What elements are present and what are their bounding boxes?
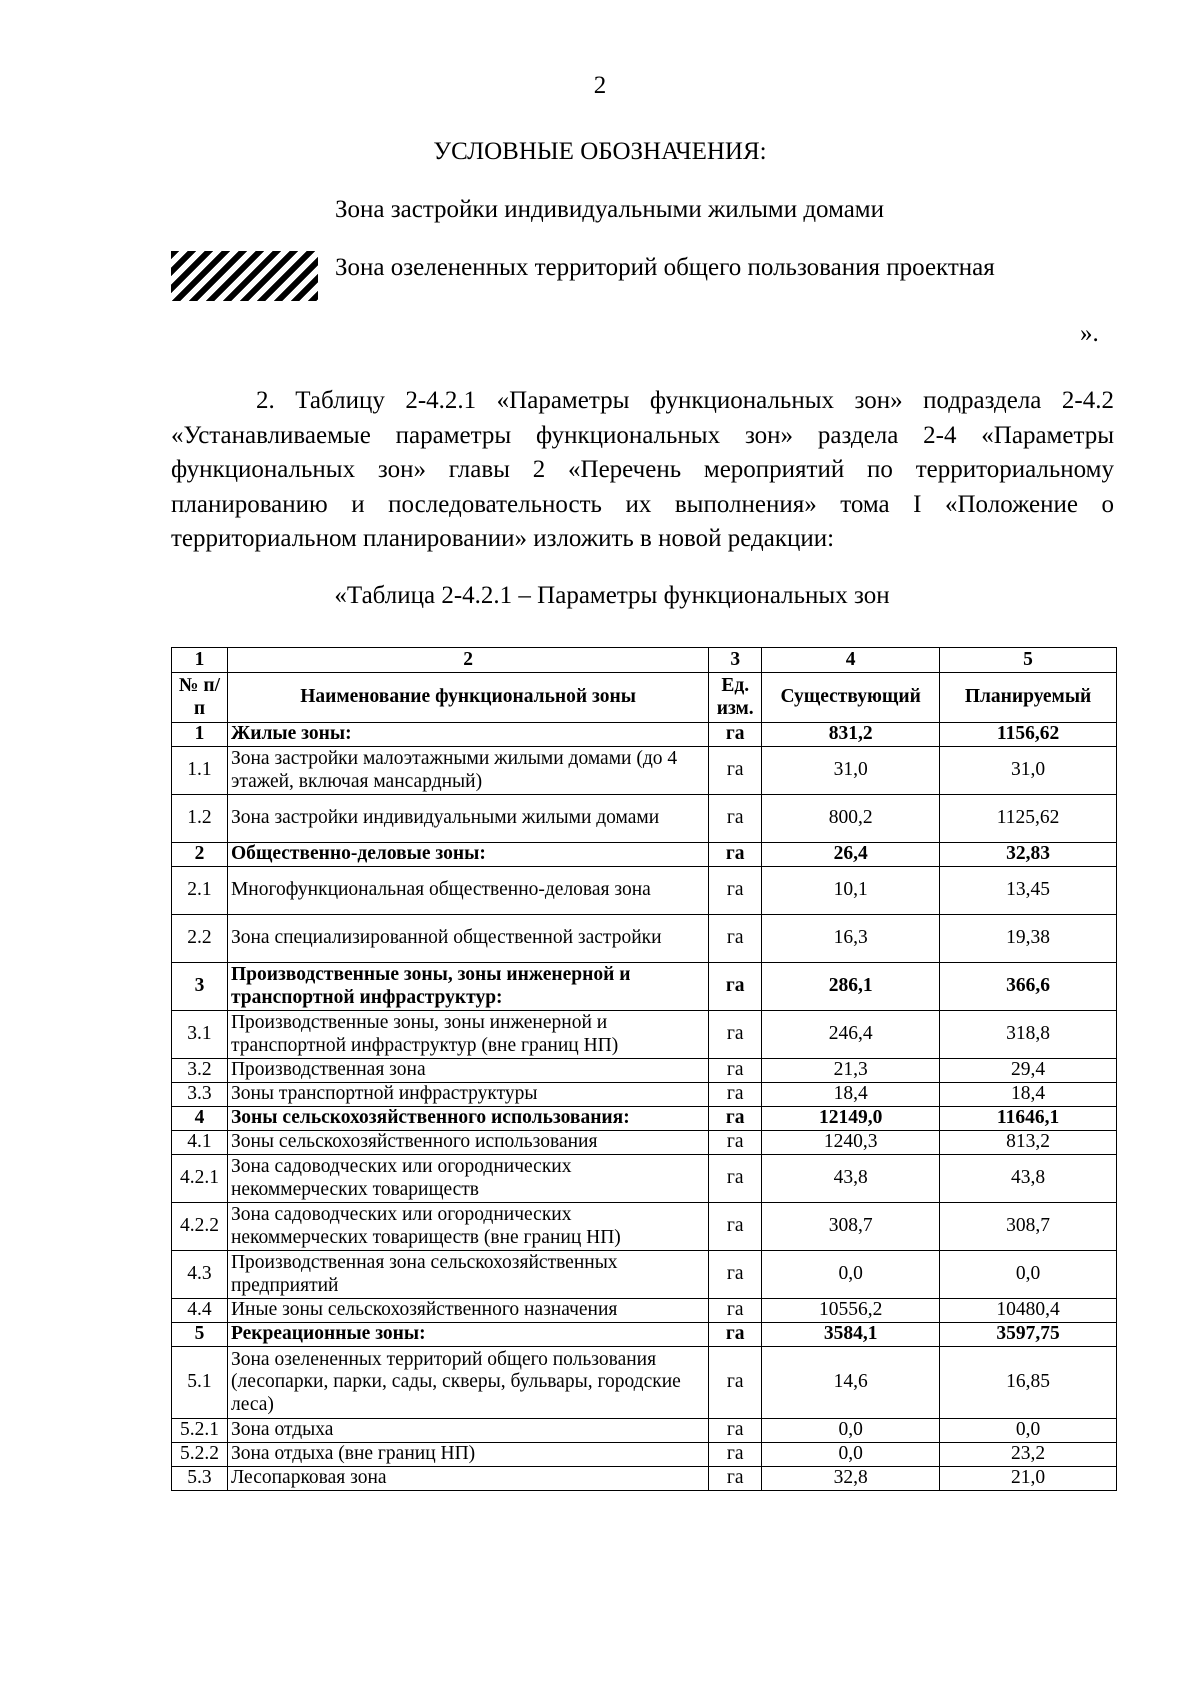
- table-row: [172, 747, 1117, 795]
- row-number: 5.1: [172, 1347, 228, 1419]
- planned-value: 10480,4: [940, 1299, 1117, 1323]
- row-number: 4.2.2: [172, 1203, 228, 1251]
- zone-name: Зона отдыха (вне границ НП): [227, 1443, 708, 1467]
- planned-value: 19,38: [940, 915, 1117, 963]
- row-number: 3: [172, 963, 228, 1011]
- row-number: 4.1: [172, 1131, 228, 1155]
- row-number: 1.1: [172, 747, 228, 795]
- unit: га: [709, 723, 762, 747]
- zone-name: Зона отдыха: [227, 1419, 708, 1443]
- existing-value: 0,0: [762, 1419, 940, 1443]
- planned-value: 11646,1: [940, 1107, 1117, 1131]
- table-row: [172, 1131, 1117, 1155]
- legend-title: УСЛОВНЫЕ ОБОЗНАЧЕНИЯ:: [433, 138, 767, 165]
- legend-zone-individual-housing: Зона застройки индивидуальными жилыми домами: [335, 196, 885, 223]
- zone-name: Зона застройки индивидуальными жилыми домами: [227, 795, 708, 843]
- planned-value: 0,0: [940, 1419, 1117, 1443]
- existing-value: 1240,3: [762, 1131, 940, 1155]
- table-caption: «Таблица 2-4.2.1 – Параметры функциональных зон: [334, 582, 890, 609]
- zone-name: Зона специализированной общественной застройки: [227, 915, 708, 963]
- zone-name: Зоны сельскохозяйственного использования: [227, 1131, 708, 1155]
- closing-quote: ».: [1080, 320, 1099, 347]
- unit: га: [709, 1419, 762, 1443]
- unit: га: [709, 747, 762, 795]
- unit: га: [709, 1251, 762, 1299]
- unit: га: [709, 1323, 762, 1347]
- row-number: 2: [172, 843, 228, 867]
- table-row: [172, 1251, 1117, 1299]
- planned-value: 318,8: [940, 1011, 1117, 1059]
- row-number: 2.2: [172, 915, 228, 963]
- table-row: [172, 1419, 1117, 1443]
- table-row: [172, 723, 1117, 747]
- row-number: 3.2: [172, 1059, 228, 1083]
- existing-value: 246,4: [762, 1011, 940, 1059]
- unit: га: [709, 1347, 762, 1419]
- table-row: [172, 1299, 1117, 1323]
- zone-name: Производственные зоны, зоны инженерной и транспортной инфраструктур:: [227, 963, 708, 1011]
- row-number: 3.1: [172, 1011, 228, 1059]
- table-row: [172, 1107, 1117, 1131]
- row-number: 4: [172, 1107, 228, 1131]
- zone-name: Общественно-деловые зоны:: [227, 843, 708, 867]
- planned-value: 18,4: [940, 1083, 1117, 1107]
- page-number: 2: [593, 72, 607, 99]
- existing-value: 286,1: [762, 963, 940, 1011]
- existing-value: 18,4: [762, 1083, 940, 1107]
- planned-value: 43,8: [940, 1155, 1117, 1203]
- planned-value: 31,0: [940, 747, 1117, 795]
- unit: га: [709, 915, 762, 963]
- existing-value: 10,1: [762, 867, 940, 915]
- unit: га: [709, 1083, 762, 1107]
- column-number: 5: [940, 648, 1117, 673]
- zone-name: Иные зоны сельскохозяйственного назначения: [227, 1299, 708, 1323]
- column-number-row: [172, 648, 1117, 673]
- table-row: [172, 1323, 1117, 1347]
- row-number: 5.2.2: [172, 1443, 228, 1467]
- table-row: [172, 795, 1117, 843]
- unit: га: [709, 1131, 762, 1155]
- row-number: 4.4: [172, 1299, 228, 1323]
- zone-name: Зона садоводческих или огороднических некоммерческих товариществ: [227, 1155, 708, 1203]
- zone-name: Жилые зоны:: [227, 723, 708, 747]
- zone-name: Многофункциональная общественно-деловая зона: [227, 867, 708, 915]
- existing-value: 10556,2: [762, 1299, 940, 1323]
- table-row: [172, 1155, 1117, 1203]
- table-row: [172, 1467, 1117, 1491]
- functional-zones-table: [171, 647, 1117, 1491]
- header-number: № п/п: [172, 673, 228, 723]
- table-row: [172, 1347, 1117, 1419]
- planned-value: 1156,62: [940, 723, 1117, 747]
- unit: га: [709, 963, 762, 1011]
- column-number: 4: [762, 648, 940, 673]
- row-number: 5.3: [172, 1467, 228, 1491]
- table-row: [172, 1011, 1117, 1059]
- column-number: 2: [227, 648, 708, 673]
- table-row: [172, 843, 1117, 867]
- column-number: 3: [709, 648, 762, 673]
- unit: га: [709, 1467, 762, 1491]
- existing-value: 26,4: [762, 843, 940, 867]
- table-row: [172, 867, 1117, 915]
- unit: га: [709, 867, 762, 915]
- zone-name: Лесопарковая зона: [227, 1467, 708, 1491]
- table-row: [172, 1083, 1117, 1107]
- zone-name: Зона озелененных территорий общего пользования (лесопарки, парки, сады, скверы, бульвары, городские леса): [227, 1347, 708, 1419]
- column-number: 1: [172, 648, 228, 673]
- zone-name: Производственная зона сельскохозяйственных предприятий: [227, 1251, 708, 1299]
- planned-value: 21,0: [940, 1467, 1117, 1491]
- planned-value: 0,0: [940, 1251, 1117, 1299]
- existing-value: 14,6: [762, 1347, 940, 1419]
- zone-name: Зона застройки малоэтажными жилыми домами (до 4 этажей, включая мансардный): [227, 747, 708, 795]
- table-row: [172, 1203, 1117, 1251]
- zone-name: Производственная зона: [227, 1059, 708, 1083]
- unit: га: [709, 1443, 762, 1467]
- zone-name: Зоны транспортной инфраструктуры: [227, 1083, 708, 1107]
- header-planned: Планируемый: [940, 673, 1117, 723]
- amendment-paragraph: 2. Таблицу 2-4.2.1 «Параметры функциональных зон» подраздела 2-4.2 «Устанавливаемые параметры функциональных зон» раздела 2-4 «Параметры функциональных зон» главы 2 «Перечень мероприятий по территориальному планированию и последовательность их выполнения» тома I «Положение о территориальном планировании» изложить в новой редакции:: [171, 387, 1114, 552]
- header-zone-name: Наименование функциональной зоны: [227, 673, 708, 723]
- planned-value: 23,2: [940, 1443, 1117, 1467]
- zone-name: Зоны сельскохозяйственного использования:: [227, 1107, 708, 1131]
- row-number: 5.2.1: [172, 1419, 228, 1443]
- table-row: [172, 1443, 1117, 1467]
- row-number: 2.1: [172, 867, 228, 915]
- unit: га: [709, 1059, 762, 1083]
- table-row: [172, 1059, 1117, 1083]
- existing-value: 21,3: [762, 1059, 940, 1083]
- legend-hatch-swatch: [171, 251, 318, 301]
- row-number: 4.2.1: [172, 1155, 228, 1203]
- existing-value: 308,7: [762, 1203, 940, 1251]
- planned-value: 366,6: [940, 963, 1117, 1011]
- unit: га: [709, 843, 762, 867]
- row-number: 4.3: [172, 1251, 228, 1299]
- zone-name: Рекреационные зоны:: [227, 1323, 708, 1347]
- planned-value: 308,7: [940, 1203, 1117, 1251]
- unit: га: [709, 795, 762, 843]
- existing-value: 32,8: [762, 1467, 940, 1491]
- header-existing: Существующий: [762, 673, 940, 723]
- header-row: [172, 673, 1117, 723]
- existing-value: 831,2: [762, 723, 940, 747]
- zone-name: Зона садоводческих или огороднических некоммерческих товариществ (вне границ НП): [227, 1203, 708, 1251]
- existing-value: 43,8: [762, 1155, 940, 1203]
- unit: га: [709, 1011, 762, 1059]
- unit: га: [709, 1203, 762, 1251]
- zone-name: Производственные зоны, зоны инженерной и транспортной инфраструктур (вне границ НП): [227, 1011, 708, 1059]
- row-number: 3.3: [172, 1083, 228, 1107]
- planned-value: 3597,75: [940, 1323, 1117, 1347]
- planned-value: 29,4: [940, 1059, 1117, 1083]
- existing-value: 12149,0: [762, 1107, 940, 1131]
- planned-value: 1125,62: [940, 795, 1117, 843]
- unit: га: [709, 1299, 762, 1323]
- existing-value: 16,3: [762, 915, 940, 963]
- existing-value: 0,0: [762, 1443, 940, 1467]
- existing-value: 800,2: [762, 795, 940, 843]
- planned-value: 32,83: [940, 843, 1117, 867]
- planned-value: 813,2: [940, 1131, 1117, 1155]
- legend-zone-green-territory: Зона озелененных территорий общего пользования проектная: [335, 254, 995, 281]
- existing-value: 0,0: [762, 1251, 940, 1299]
- existing-value: 3584,1: [762, 1323, 940, 1347]
- existing-value: 31,0: [762, 747, 940, 795]
- row-number: 1: [172, 723, 228, 747]
- table-row: [172, 915, 1117, 963]
- unit: га: [709, 1107, 762, 1131]
- row-number: 1.2: [172, 795, 228, 843]
- row-number: 5: [172, 1323, 228, 1347]
- table-row: [172, 963, 1117, 1011]
- planned-value: 13,45: [940, 867, 1117, 915]
- planned-value: 16,85: [940, 1347, 1117, 1419]
- header-unit: Ед. изм.: [709, 673, 762, 723]
- unit: га: [709, 1155, 762, 1203]
